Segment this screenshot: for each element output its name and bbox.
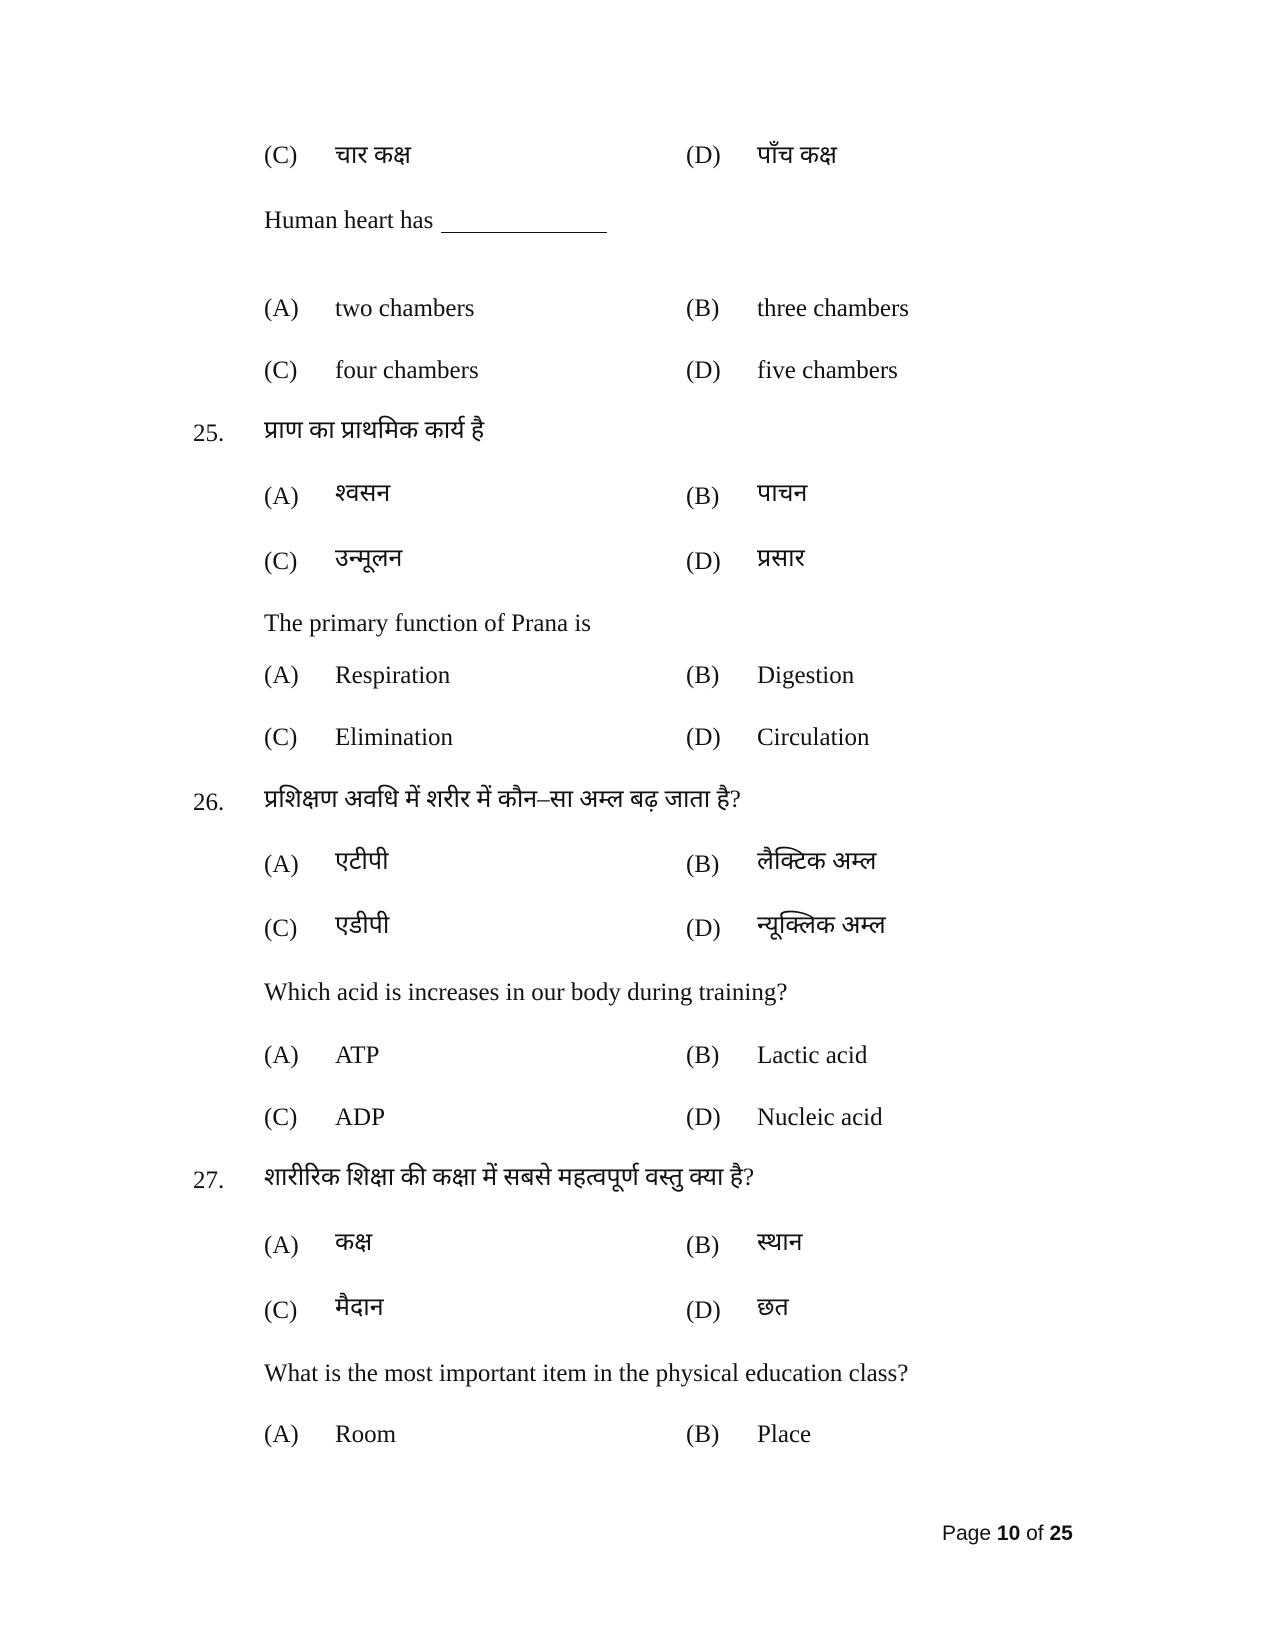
option-label: (A) — [264, 1042, 299, 1069]
option-label: (B) — [686, 851, 720, 878]
question-stem-english: The primary function of Prana is — [264, 610, 591, 637]
question-stem-hindi: प्राण का प्राथमिक कार्य है — [264, 417, 485, 444]
option-text: Nucleic acid — [757, 1104, 883, 1131]
option-label: (B) — [686, 1042, 720, 1069]
option-text: Respiration — [335, 662, 451, 689]
option-label: (D) — [686, 142, 721, 169]
option-text: कक्ष — [335, 1229, 373, 1256]
question-stem-english: Which acid is increases in our body during training? — [264, 979, 788, 1006]
option-label: (A) — [264, 483, 299, 510]
option-label: (A) — [264, 1232, 299, 1259]
option-label: (A) — [264, 1421, 299, 1448]
option-label: (C) — [264, 724, 298, 751]
option-text: छत — [757, 1294, 789, 1321]
option-label: (B) — [686, 1421, 720, 1448]
option-label: (C) — [264, 1297, 298, 1324]
option-label: (D) — [686, 1297, 721, 1324]
option-text: two chambers — [335, 295, 475, 322]
option-label: (B) — [686, 295, 720, 322]
option-label: (C) — [264, 548, 298, 575]
question-stem-english — [264, 208, 607, 233]
question-number: 26. — [193, 789, 225, 816]
option-text: ADP — [335, 1104, 386, 1131]
question-number: 27. — [193, 1167, 225, 1194]
option-label: (C) — [264, 1104, 298, 1131]
option-text: मैदान — [335, 1294, 384, 1321]
option-label: (D) — [686, 915, 721, 942]
option-text: श्वसन — [335, 480, 391, 507]
option-label: (D) — [686, 1104, 721, 1131]
option-text: ATP — [335, 1042, 380, 1069]
option-text: एटीपी — [335, 848, 389, 875]
option-text: Digestion — [757, 662, 855, 689]
option-text: Room — [335, 1421, 397, 1448]
option-text: उन्मूलन — [335, 545, 403, 572]
option-label: (D) — [686, 357, 721, 384]
option-text: एडीपी — [335, 912, 390, 939]
option-text: पाँच कक्ष — [757, 142, 837, 169]
option-text: five chambers — [757, 357, 898, 384]
question-stem-english: What is the most important item in the physical education class? — [264, 1360, 909, 1387]
page-number-footer — [942, 1522, 1073, 1546]
option-text: Place — [757, 1421, 812, 1448]
option-text: Elimination — [335, 724, 454, 751]
option-text: three chambers — [757, 295, 910, 322]
option-text: प्रसार — [757, 545, 805, 572]
question-number: 25. — [193, 420, 225, 447]
question-stem-hindi: शारीरिक शिक्षा की कक्षा में सबसे महत्वपूर्ण वस्तु क्या है? — [264, 1164, 755, 1191]
option-text: स्थान — [757, 1229, 803, 1256]
option-label: (B) — [686, 483, 720, 510]
question-stem-hindi: प्रशिक्षण अवधि में शरीर में कौन–सा अम्ल बढ़ जाता है? — [264, 786, 741, 813]
total-pages: 25 — [1049, 1522, 1073, 1545]
option-text: पाचन — [757, 480, 808, 507]
of-word: of — [1026, 1522, 1044, 1545]
option-label: (B) — [686, 1232, 720, 1259]
option-text: Lactic acid — [757, 1042, 868, 1069]
option-label: (C) — [264, 357, 298, 384]
option-label: (C) — [264, 142, 298, 169]
option-text: न्यूक्लिक अम्ल — [757, 912, 886, 939]
stem-text: Human heart has — [264, 207, 434, 234]
option-label: (A) — [264, 851, 299, 878]
option-label: (C) — [264, 915, 298, 942]
option-text: Circulation — [757, 724, 870, 751]
page-word: Page — [942, 1522, 992, 1545]
option-label: (A) — [264, 295, 299, 322]
option-label: (A) — [264, 662, 299, 689]
option-text: four chambers — [335, 357, 479, 384]
option-label: (D) — [686, 724, 721, 751]
option-label: (B) — [686, 662, 720, 689]
current-page: 10 — [996, 1522, 1021, 1545]
option-text: चार कक्ष — [335, 142, 411, 169]
answer-blank — [441, 208, 607, 233]
option-label: (D) — [686, 548, 721, 575]
option-text: लैक्टिक अम्ल — [757, 848, 877, 875]
